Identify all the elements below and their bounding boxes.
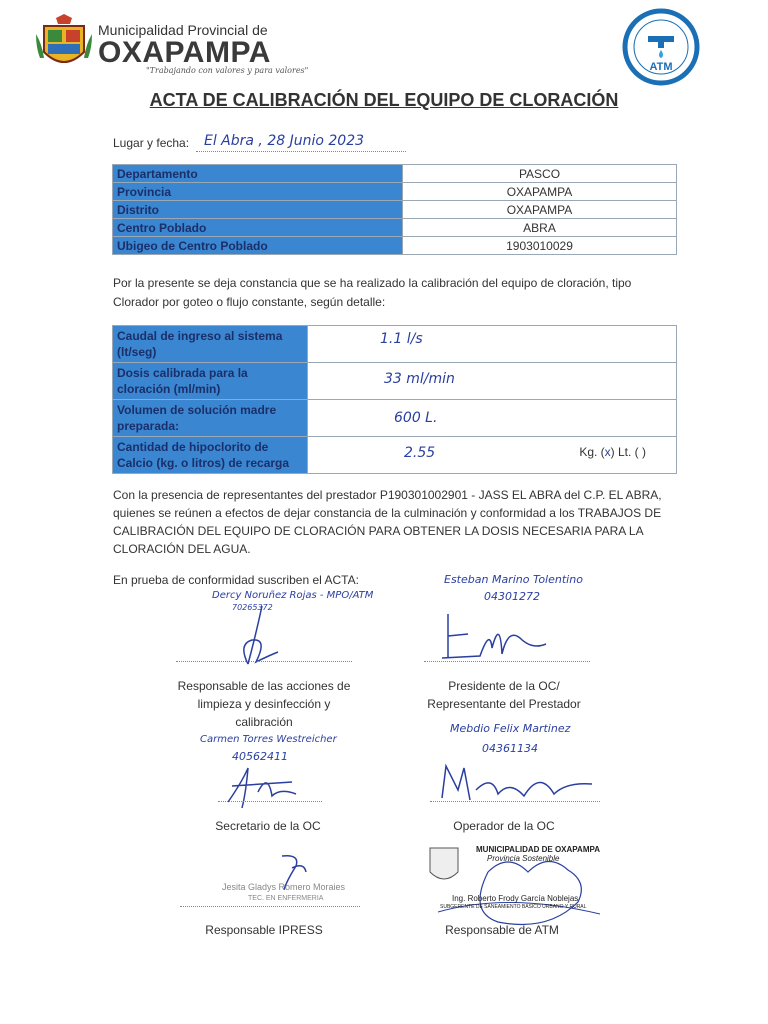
table-row [113, 400, 677, 437]
s1-role: Responsable de las acciones de limpieza y desinfección y calibración [177, 679, 351, 729]
s2-signature [440, 608, 550, 664]
row-key: Centro Poblado [113, 219, 403, 237]
s1-id: 70265372 [232, 603, 273, 612]
lugar-label: Lugar y fecha: [113, 136, 190, 150]
unit-lt: ) Lt. ( ) [610, 445, 646, 459]
row-value-cell [308, 437, 677, 474]
s4-id: 04361134 [482, 742, 538, 755]
row-value: 1903010029 [403, 237, 677, 255]
s1-line [176, 661, 352, 662]
row-key: Ubigeo de Centro Poblado [113, 237, 403, 255]
row-value-cell [308, 326, 677, 363]
s2-id: 04301272 [484, 590, 540, 603]
row-key: Volumen de solución madre preparada: [113, 400, 308, 437]
brand-block [98, 22, 271, 68]
paragraph-intro: Por la presente se deja constancia que se ha realizado la calibración del equipo de cloración, tipo Clorador por goteo o flujo constante, según detalle: [113, 276, 632, 309]
brand-top: Municipalidad Provincial de [98, 22, 268, 38]
row-value-cell [308, 400, 677, 437]
page-title: ACTA DE CALIBRACIÓN DEL EQUIPO DE CLORACIÓN [149, 90, 619, 110]
s6-stamp-title: SUBGERENTE DE SANEAMIENTO BÁSICO URBANO Y RURAL [440, 904, 587, 910]
row-key: Cantidad de hipoclorito de Calcio (kg. o litros) de recarga [113, 437, 308, 474]
row-value: 33 ml/min [384, 371, 455, 387]
s2-role: Presidente de la OC/ Representante del Prestador [427, 679, 581, 711]
row-value: PASCO [403, 165, 677, 183]
row-value: 1.1 l/s [380, 331, 423, 347]
s2-line [424, 661, 590, 662]
row-value-cell [308, 363, 677, 400]
s6-stamp-sub: Provincia Sostenible [487, 854, 560, 863]
oxapampa-coat-of-arms-icon [34, 14, 94, 76]
atm-label: ATM [649, 61, 673, 73]
conformity-text: En prueba de conformidad suscriben el ACTA: [113, 573, 359, 587]
s3-name: Carmen Torres Westreicher [200, 734, 337, 745]
s3-id: 40562411 [232, 750, 288, 763]
calibration-table [112, 325, 677, 474]
lugar-underline [196, 151, 406, 152]
s6-role: Responsable de ATM [445, 923, 559, 937]
row-key: Distrito [113, 201, 403, 219]
atm-seal-icon [620, 8, 702, 86]
unit-mark: x [604, 445, 611, 459]
brand-main: OXAPAMPA [98, 36, 271, 69]
paragraph-presence: Con la presencia de representantes del prestador P190301002901 - JASS EL ABRA del C.P. EL ABRA, quienes se reúnen a efectos de dejar constancia de la culminación y conformidad a los TRABAJOS DE CALIBRACIÓN DEL EQUIPO DE CLORACIÓN PARA OBTENER LA DOSIS NECESARIA PARA LA CLORACIÓN DEL AGUA. [113, 488, 662, 556]
location-table [112, 164, 677, 255]
s4-signature [436, 760, 596, 810]
s5-line [180, 906, 360, 907]
table-row [113, 219, 677, 237]
s4-name: Mebdio Felix Martinez [450, 722, 571, 735]
s5-stamp-name: Jesita Gladys Romero Moraies [222, 882, 346, 892]
table-row [113, 183, 677, 201]
table-row [113, 165, 677, 183]
table-row [113, 326, 677, 363]
row-key: Dosis calibrada para la cloración (ml/min) [113, 363, 308, 400]
brand-slogan: "Trabajando con valores y para valores" [146, 66, 309, 75]
table-row [113, 237, 677, 255]
s6-stamp-top: MUNICIPALIDAD DE OXAPAMPA [476, 845, 600, 854]
row-value: OXAPAMPA [403, 183, 677, 201]
row-value: ABRA [403, 219, 677, 237]
s3-line [218, 801, 322, 802]
row-value: OXAPAMPA [403, 201, 677, 219]
s4-role: Operador de la OC [453, 819, 555, 833]
row-key: Departamento [113, 165, 403, 183]
row-key: Provincia [113, 183, 403, 201]
unit-choice [579, 445, 646, 459]
table-row [113, 363, 677, 400]
s3-role: Secretario de la OC [215, 819, 321, 833]
unit-kg: Kg. ( [579, 445, 605, 459]
s4-line [430, 801, 600, 802]
s6-stamp-name: Ing. Roberto Frody García Noblejas [452, 894, 579, 903]
row-value: 2.55 [404, 445, 436, 461]
s3-signature [222, 762, 302, 810]
s2-name: Esteban Marino Tolentino [444, 573, 583, 586]
table-row [113, 201, 677, 219]
row-value: 600 L. [394, 410, 438, 426]
s1-name: Dercy Noruñez Rojas - MPO/ATM [212, 590, 374, 601]
s5-role: Responsable IPRESS [205, 923, 323, 937]
s1-signature [232, 604, 292, 674]
s5-stamp-title: TEC. EN ENFERMERIA [248, 895, 324, 902]
table-row [113, 437, 677, 474]
lugar-value: El Abra , 28 Junio 2023 [204, 133, 365, 149]
row-key: Caudal de ingreso al sistema (lt/seg) [113, 326, 308, 363]
